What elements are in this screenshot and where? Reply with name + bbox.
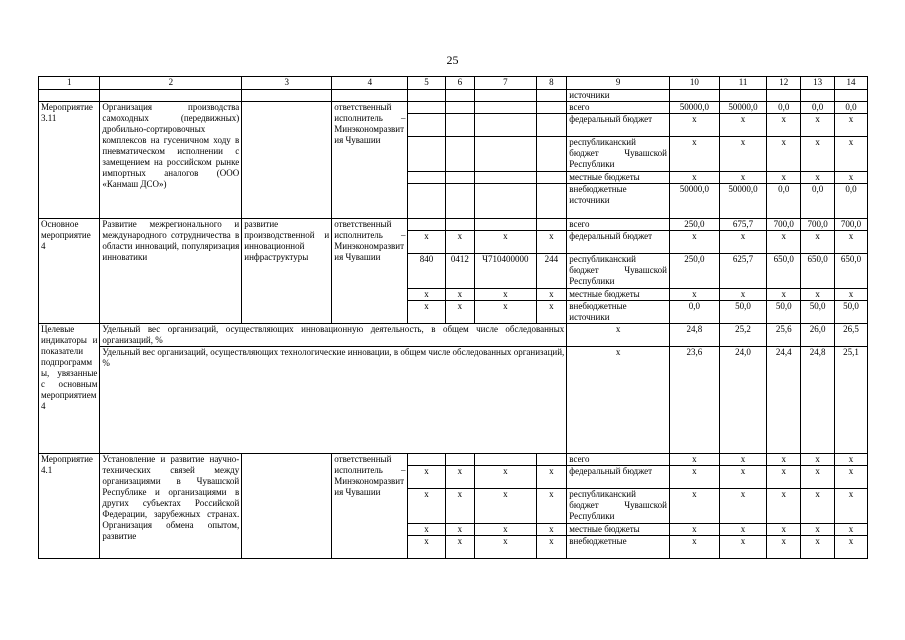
budget-code: [445, 219, 475, 231]
table-cell: [669, 90, 719, 102]
activity-name: Мероприятие 3.11: [39, 102, 100, 219]
budget-code: [445, 114, 475, 137]
value-cell: 23,6: [669, 347, 719, 454]
budget-code: x: [536, 289, 567, 301]
budget-code: 0412: [445, 254, 475, 289]
value-cell: 25,1: [835, 347, 868, 454]
source-cell: всего: [567, 102, 670, 114]
value-cell: 26,0: [801, 324, 835, 347]
continuation-row: [39, 90, 868, 102]
value-cell: 50,0: [767, 301, 801, 324]
source-cell: республиканский бюджет Чувашской Республики: [567, 137, 670, 172]
table-cell: [801, 90, 835, 102]
source-cell: внебюджетные источники: [567, 184, 670, 219]
value-cell: x: [719, 536, 767, 559]
column-header: 8: [536, 77, 567, 90]
source-cell: федеральный бюджет: [567, 466, 670, 489]
value-cell: x: [719, 454, 767, 466]
value-cell: 700,0: [767, 219, 801, 231]
column-header: 9: [567, 77, 670, 90]
value-cell: 24,8: [669, 324, 719, 347]
program-table: [38, 76, 868, 559]
budget-code: [475, 114, 536, 137]
budget-code: x: [475, 466, 536, 489]
value-cell: x: [801, 289, 835, 301]
column-header: 5: [408, 77, 445, 90]
indicator-mark: x: [567, 347, 670, 454]
value-cell: x: [801, 137, 835, 172]
event311-row: [39, 102, 868, 114]
value-cell: x: [835, 172, 868, 184]
value-cell: x: [669, 524, 719, 536]
budget-code: [445, 102, 475, 114]
page-number: 25: [446, 53, 459, 67]
value-cell: 0,0: [767, 102, 801, 114]
value-cell: x: [835, 489, 868, 524]
value-cell: x: [669, 137, 719, 172]
budget-code: x: [445, 231, 475, 254]
budget-code: [408, 219, 445, 231]
budget-code: x: [445, 489, 475, 524]
budget-code: [536, 454, 567, 466]
value-cell: x: [767, 489, 801, 524]
budget-code: [475, 454, 536, 466]
value-cell: 50,0: [719, 301, 767, 324]
budget-code: [536, 114, 567, 137]
table-cell: [536, 90, 567, 102]
activity-goal: [242, 454, 332, 559]
value-cell: x: [767, 231, 801, 254]
value-cell: x: [669, 454, 719, 466]
activity-goal: [242, 102, 332, 219]
activity-goal: развитие производственной и инновационной инфраструктуры: [242, 219, 332, 324]
executor: ответственный исполнитель – Минэкономразвития Чувашии: [332, 219, 408, 324]
table-cell: [475, 90, 536, 102]
table-body: [39, 77, 868, 559]
value-cell: x: [767, 536, 801, 559]
value-cell: x: [767, 454, 801, 466]
budget-code: x: [408, 231, 445, 254]
value-cell: x: [669, 289, 719, 301]
value-cell: 700,0: [835, 219, 868, 231]
budget-code: [445, 454, 475, 466]
value-cell: 250,0: [669, 219, 719, 231]
column-header: 7: [475, 77, 536, 90]
value-cell: 50000,0: [669, 184, 719, 219]
budget-code: x: [445, 289, 475, 301]
value-cell: x: [669, 231, 719, 254]
value-cell: 650,0: [835, 254, 868, 289]
value-cell: 0,0: [801, 184, 835, 219]
value-cell: x: [767, 524, 801, 536]
value-cell: x: [767, 466, 801, 489]
budget-code: x: [408, 301, 445, 324]
budget-code: x: [408, 524, 445, 536]
value-cell: 24,4: [767, 347, 801, 454]
budget-code: [408, 137, 445, 172]
budget-code: x: [536, 524, 567, 536]
column-header: 6: [445, 77, 475, 90]
budget-code: x: [408, 536, 445, 559]
value-cell: x: [719, 231, 767, 254]
event41-row: [39, 454, 868, 466]
value-cell: 675,7: [719, 219, 767, 231]
value-cell: x: [719, 172, 767, 184]
column-header: 11: [719, 77, 767, 90]
table-cell: [39, 90, 100, 102]
value-cell: x: [801, 489, 835, 524]
table-cell: [332, 90, 408, 102]
value-cell: 25,6: [767, 324, 801, 347]
source-cell: источники: [567, 90, 670, 102]
budget-code: x: [475, 489, 536, 524]
main4-row: [39, 219, 868, 231]
budget-code: x: [445, 301, 475, 324]
value-cell: 650,0: [767, 254, 801, 289]
budget-code: x: [475, 289, 536, 301]
activity-description: Установление и развитие научно-технических связей между организациями в Чувашской Республике и организациями в других субъектах Российской Федерации, зарубежных странах. Организация обмена опытом, развитие: [100, 454, 242, 559]
value-cell: 50000,0: [719, 184, 767, 219]
value-cell: x: [801, 114, 835, 137]
value-cell: 0,0: [835, 102, 868, 114]
budget-code: [408, 184, 445, 219]
executor: ответственный исполнитель – Минэкономразвития Чувашии: [332, 102, 408, 219]
value-cell: x: [767, 289, 801, 301]
indicator-group-name: Целевые индикаторы и показатели подпрограммы, увязанные с основным мероприятием 4: [39, 324, 100, 454]
activity-name: Основное мероприятие 4: [39, 219, 100, 324]
budget-code: [536, 102, 567, 114]
value-cell: x: [669, 466, 719, 489]
budget-code: [408, 172, 445, 184]
budget-code: x: [475, 524, 536, 536]
column-header: 12: [767, 77, 801, 90]
budget-code: x: [408, 489, 445, 524]
indicator-mark: x: [567, 324, 670, 347]
value-cell: x: [835, 137, 868, 172]
value-cell: x: [669, 172, 719, 184]
budget-code: [445, 172, 475, 184]
value-cell: 24,8: [801, 347, 835, 454]
value-cell: x: [719, 114, 767, 137]
budget-code: x: [536, 231, 567, 254]
value-cell: x: [835, 454, 868, 466]
indicator-text: Удельный вес организаций, осуществляющих технологические инновации, в общем числе обследованных организаций, %: [100, 347, 567, 454]
budget-code: [475, 137, 536, 172]
activity-name: Мероприятие 4.1: [39, 454, 100, 559]
budget-code: x: [536, 489, 567, 524]
budget-code: x: [445, 524, 475, 536]
budget-code: [408, 114, 445, 137]
budget-code: 840: [408, 254, 445, 289]
budget-code: [445, 137, 475, 172]
activity-description: Развитие межрегионального и международного сотрудничества в области инноваций, популяризация инноватики: [100, 219, 242, 324]
value-cell: x: [801, 454, 835, 466]
source-cell: внебюджетные источники: [567, 301, 670, 324]
value-cell: 0,0: [767, 184, 801, 219]
value-cell: 24,0: [719, 347, 767, 454]
budget-code: [408, 454, 445, 466]
budget-code: [536, 137, 567, 172]
indicator-row: [39, 347, 868, 454]
value-cell: x: [669, 536, 719, 559]
column-header: 2: [100, 77, 242, 90]
budget-code: x: [475, 536, 536, 559]
value-cell: 50000,0: [719, 102, 767, 114]
value-cell: x: [669, 489, 719, 524]
source-cell: всего: [567, 219, 670, 231]
value-cell: x: [835, 466, 868, 489]
budget-code: x: [536, 466, 567, 489]
value-cell: 26,5: [835, 324, 868, 347]
budget-code: 244: [536, 254, 567, 289]
budget-code: [475, 172, 536, 184]
budget-code: x: [408, 289, 445, 301]
table-cell: [767, 90, 801, 102]
indicator-row: [39, 324, 868, 347]
source-cell: республиканский бюджет Чувашской Республики: [567, 254, 670, 289]
budget-code: x: [536, 301, 567, 324]
activity-description: Организация производства самоходных (передвижных) дробильно-сортировочных комплексов на гусеничном ходу в пневматическом исполнении с замещением на российском рынке импортных аналогов (ООО «Канмаш ДСО»): [100, 102, 242, 219]
value-cell: x: [835, 536, 868, 559]
value-cell: x: [669, 114, 719, 137]
budget-code: [475, 184, 536, 219]
value-cell: 50,0: [835, 301, 868, 324]
value-cell: x: [801, 524, 835, 536]
value-cell: x: [835, 231, 868, 254]
value-cell: 0,0: [835, 184, 868, 219]
source-cell: местные бюджеты: [567, 289, 670, 301]
value-cell: 50000,0: [669, 102, 719, 114]
value-cell: x: [835, 524, 868, 536]
value-cell: 25,2: [719, 324, 767, 347]
source-cell: республиканский бюджет Чувашской Республики: [567, 489, 670, 524]
source-cell: внебюджетные: [567, 536, 670, 559]
table-cell: [242, 90, 332, 102]
table-cell: [719, 90, 767, 102]
budget-code: x: [445, 466, 475, 489]
budget-code: x: [445, 536, 475, 559]
value-cell: x: [801, 466, 835, 489]
value-cell: x: [767, 172, 801, 184]
value-cell: 700,0: [801, 219, 835, 231]
source-cell: местные бюджеты: [567, 524, 670, 536]
column-header: 13: [801, 77, 835, 90]
column-header: 1: [39, 77, 100, 90]
source-cell: всего: [567, 454, 670, 466]
budget-code: [536, 172, 567, 184]
budget-code: [536, 184, 567, 219]
value-cell: 0,0: [801, 102, 835, 114]
source-cell: федеральный бюджет: [567, 114, 670, 137]
source-cell: федеральный бюджет: [567, 231, 670, 254]
value-cell: x: [767, 137, 801, 172]
budget-code: [475, 219, 536, 231]
budget-code: Ч710400000: [475, 254, 536, 289]
column-header: 4: [332, 77, 408, 90]
table-cell: [408, 90, 445, 102]
budget-code: x: [536, 536, 567, 559]
value-cell: 0,0: [669, 301, 719, 324]
header-row: [39, 77, 868, 90]
budget-code: [445, 184, 475, 219]
column-header: 14: [835, 77, 868, 90]
value-cell: x: [801, 231, 835, 254]
budget-code: [536, 219, 567, 231]
value-cell: x: [835, 114, 868, 137]
value-cell: x: [767, 114, 801, 137]
value-cell: x: [719, 289, 767, 301]
value-cell: x: [719, 137, 767, 172]
budget-code: x: [408, 466, 445, 489]
value-cell: x: [801, 536, 835, 559]
budget-code: x: [475, 231, 536, 254]
budget-code: [408, 102, 445, 114]
source-cell: местные бюджеты: [567, 172, 670, 184]
value-cell: 650,0: [801, 254, 835, 289]
executor: ответственный исполнитель – Минэкономразвития Чувашии: [332, 454, 408, 559]
value-cell: x: [719, 466, 767, 489]
value-cell: x: [835, 289, 868, 301]
table-cell: [445, 90, 475, 102]
value-cell: x: [801, 172, 835, 184]
column-header: 3: [242, 77, 332, 90]
value-cell: 250,0: [669, 254, 719, 289]
value-cell: 50,0: [801, 301, 835, 324]
budget-code: [475, 102, 536, 114]
table-cell: [835, 90, 868, 102]
column-header: 10: [669, 77, 719, 90]
value-cell: 625,7: [719, 254, 767, 289]
value-cell: x: [719, 489, 767, 524]
budget-code: x: [475, 301, 536, 324]
value-cell: x: [719, 524, 767, 536]
table-cell: [100, 90, 242, 102]
indicator-text: Удельный вес организаций, осуществляющих инновационную деятельность, в общем числе обследованных организаций, %: [100, 324, 567, 347]
